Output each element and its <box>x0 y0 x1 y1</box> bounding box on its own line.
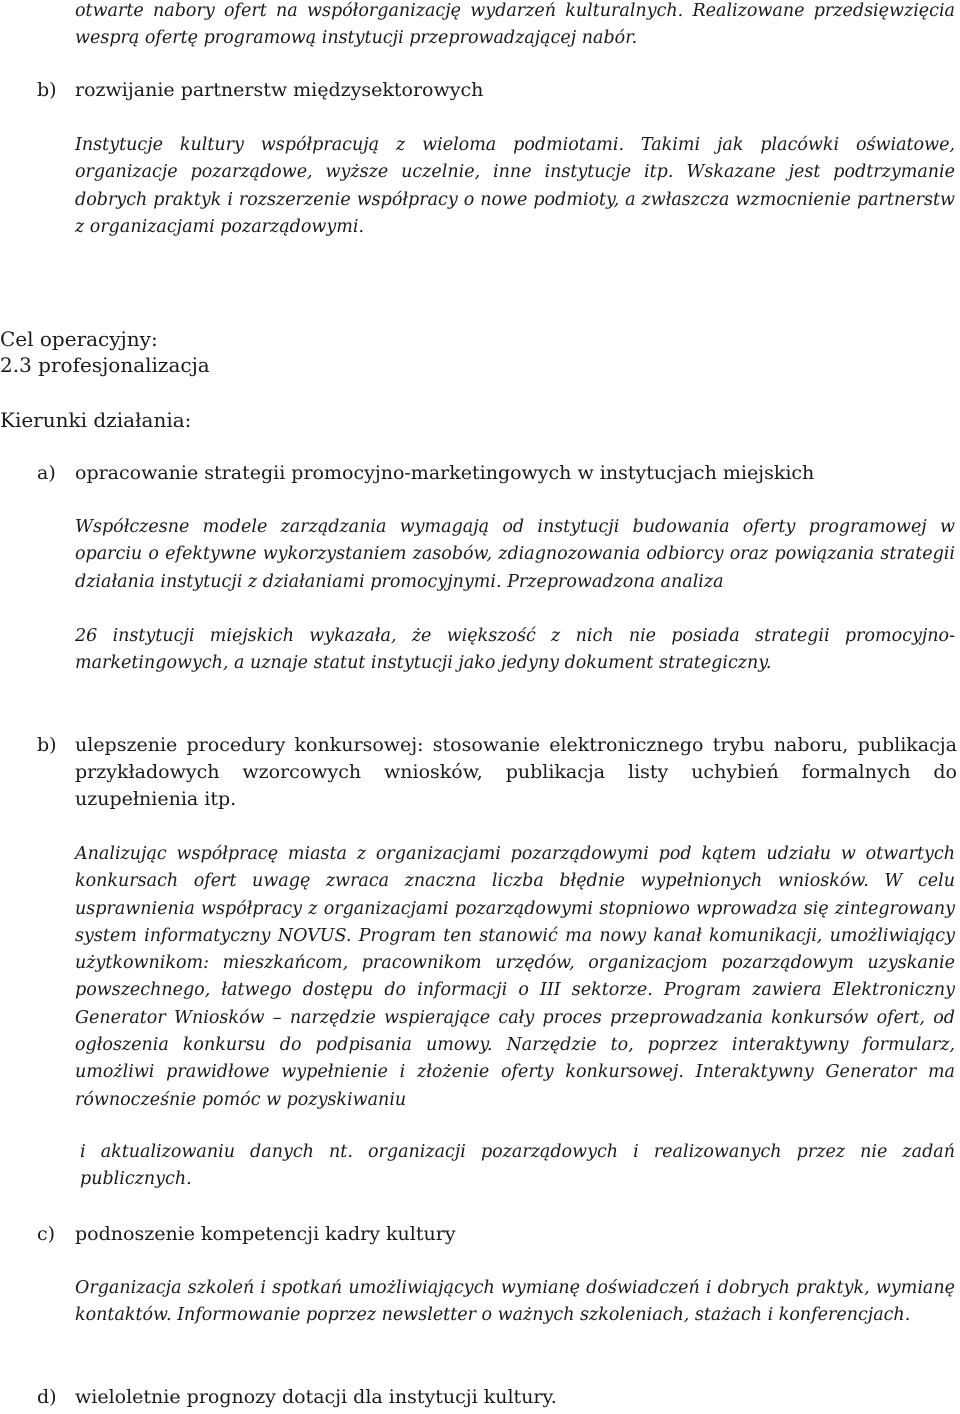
list-item-label: b) <box>37 734 57 756</box>
list-item-b-partnerships <box>37 77 957 104</box>
list-item-text: opracowanie strategii promocyjno-marketingowych w instytucjach miejskich <box>75 462 815 484</box>
paragraph-procedure-2: i aktualizowaniu danych nt. organizacji pozarządowych i realizowanych przez nie zadań publicznych. <box>80 1142 955 1190</box>
list-item-text: rozwijanie partnerstw międzysektorowych <box>75 79 484 101</box>
list-item-label: b) <box>37 79 57 101</box>
paragraph-procedure-1: Analizując współpracę miasta z organizacjami pozarządowymi pod kątem udziału w otwartych konkursach ofert uwagę zwraca znaczna liczba błędnie wypełnionych wniosków. W celu usprawnienia współpracy z organizacjami pozarządowymi stopniowo wprowadza się zintegrowany system informatyczny NOVUS. Program ten stanowić ma nowy kanał komunikacji, umożliwiający użytkownikom: mieszkańcom, pracownikom urzędów, organizacjom pozarządowym uzyskanie powszechnego, łatwego dostępu do informacji o III sektorze. Program zawiera Elektroniczny Generator Wniosków – narzędzie wspierające cały proces przeprowadzania konkursów ofert, od ogłoszenia konkursu do podpisania umowy. Narzędzie to, poprzez interaktywny formularz, umożliwi prawidłowe wypełnienie i złożenie oferty konkursowej. Interaktywny Generator ma równocześnie pomóc w pozyskiwaniu <box>75 844 955 1110</box>
list-item-text: wieloletnie prognozy dotacji dla instytucji kultury. <box>75 1386 557 1408</box>
list-item-label: c) <box>37 1223 56 1245</box>
top-paragraph: otwarte nabory ofert na współorganizację wydarzeń kulturalnych. Realizowane przedsięwzięcia wesprą ofertę programową instytucji przeprowadzającej nabór. <box>75 1 955 49</box>
list-item-c-competences <box>37 1221 957 1248</box>
list-item-b-procedure <box>37 732 957 813</box>
paragraph-strategies-2: 26 instytucji miejskich wykazała, że większość z nich nie posiada strategii promocyjno-marketingowych, a uznaje statut instytucji jako jedyny dokument strategiczny. <box>75 626 955 674</box>
list-item-label: d) <box>37 1386 57 1408</box>
operational-goal-label: Cel operacyjny: <box>0 327 158 351</box>
list-item-text: podnoszenie kompetencji kadry kultury <box>75 1223 456 1245</box>
paragraph-partnerships: Instytucje kultury współpracują z wieloma podmiotami. Takimi jak placówki oświatowe, organizacje pozarządowe, wyższe uczelnie, inne instytucje itp. Wskazane jest podtrzymanie dobrych praktyk i rozszerzenie współpracy o nowe podmioty, a zwłaszcza wzmocnienie partnerstw z organizacjami pozarządowymi. <box>75 135 955 237</box>
paragraph-competences: Organizacja szkoleń i spotkań umożliwiających wymianę doświadczeń i dobrych praktyk, wymianę kontaktów. Informowanie poprzez newsletter o ważnych szkoleniach, stażach i konferencjach. <box>75 1278 955 1326</box>
operational-goal-value: 2.3 profesjonalizacja <box>0 353 210 377</box>
list-item-a-strategies <box>37 460 957 487</box>
paragraph-strategies-1: Współczesne modele zarządzania wymagają od instytucji budowania oferty programowej w oparciu o efektywne wykorzystaniem zasobów, zdiagnozowania odbiorcy oraz powiązania strategii działania instytucji z działaniami promocyjnymi. Przeprowadzona analiza <box>75 517 955 592</box>
list-item-text: ulepszenie procedury konkursowej: stosowanie elektronicznego trybu naboru, publikacja przykładowych wzorcowych wniosków, publikacja listy uchybień formalnych do uzupełnienia itp. <box>75 734 957 810</box>
list-item-d-forecasts <box>37 1384 957 1411</box>
directions-heading: Kierunki działania: <box>0 408 192 432</box>
list-item-label: a) <box>37 462 56 484</box>
